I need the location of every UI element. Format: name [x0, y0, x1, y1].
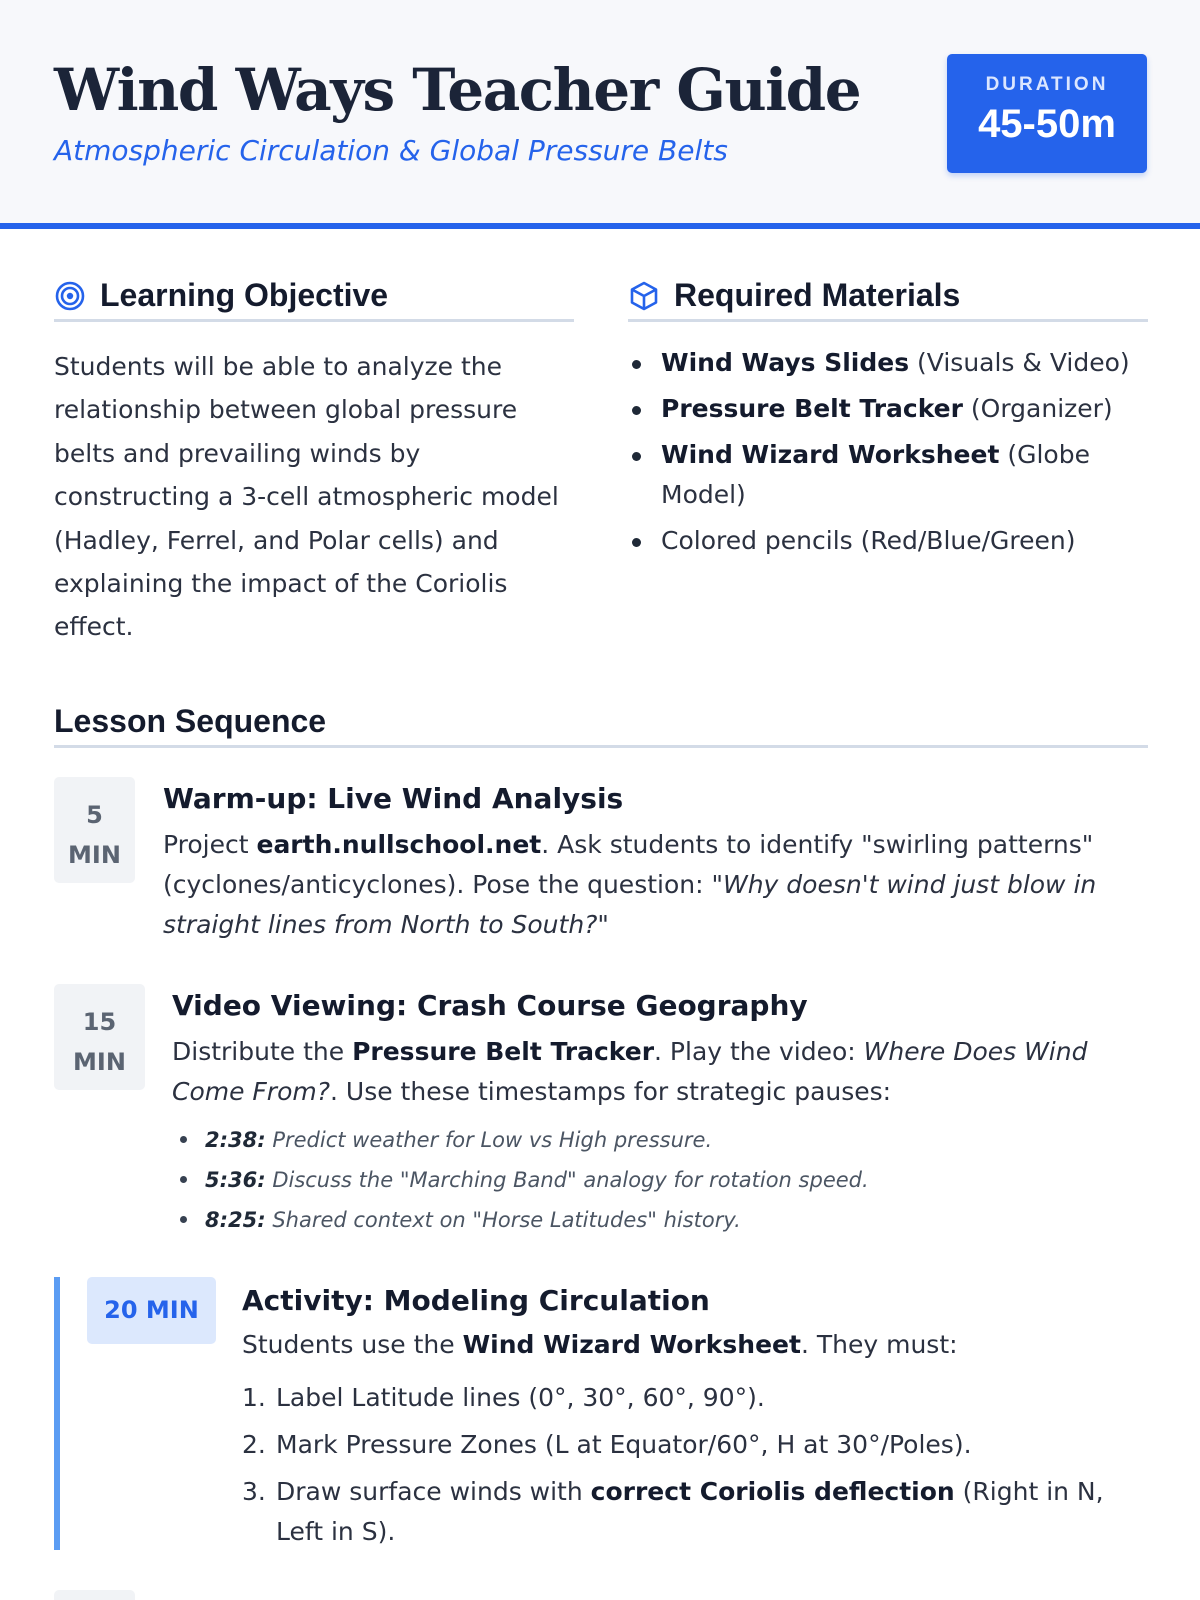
duration-value: 45-50m: [978, 102, 1116, 146]
timestamp-item: 5:36: Discuss the "Marching Band" analogy for rotation speed.: [172, 1160, 1147, 1200]
step-time-badge: [54, 1590, 135, 1600]
step-time-badge: 20 MIN: [87, 1277, 216, 1344]
objective-heading: [54, 272, 574, 322]
target-icon: [54, 280, 86, 312]
activity-task-item: 1. Label Latitude lines (0°, 30°, 60°, 90°).: [242, 1383, 765, 1412]
materials-heading: [628, 272, 1148, 322]
guide-header: [0, 0, 1200, 229]
materials-item: Wind Wizard Worksheet (Globe Model): [630, 435, 1150, 515]
lesson-heading: [54, 698, 1148, 748]
materials-list: [630, 343, 1150, 567]
materials-item: Wind Ways Slides (Visuals & Video): [630, 343, 1150, 383]
duration-label: DURATION: [985, 74, 1109, 95]
timestamp-item: 8:25: Shared context on "Horse Latitudes" history.: [172, 1200, 1147, 1240]
materials-item: Colored pencils (Red/Blue/Green): [630, 521, 1150, 561]
page-title: Wind Ways Teacher Guide: [54, 56, 861, 124]
objective-text: Students will be able to analyze the relationship between global pressure belts and prevailing winds by constructing a 3-cell atmospheric model (Hadley, Ferrel, and Polar cells) and explaining the impact of the Coriolis effect.: [54, 352, 559, 642]
step-title: Activity: Modeling Circulation: [242, 1284, 710, 1317]
step-description: Students use the Wind Wizard Worksheet. They must:: [242, 1330, 958, 1359]
step-description: Distribute the Pressure Belt Tracker. Play the video: Where Does Wind Come From?. Use these timestamps for strategic pauses:: [172, 1037, 1088, 1106]
step-time-badge: 15 MIN: [54, 984, 145, 1090]
cube-icon: [628, 280, 660, 312]
step-title: Video Viewing: Crash Course Geography: [172, 989, 808, 1022]
step-time-badge: 5 MIN: [54, 777, 135, 883]
duration-badge: [947, 54, 1147, 173]
page-subtitle: Atmospheric Circulation & Global Pressure Belts: [54, 134, 728, 167]
activity-task-list: [242, 1378, 1142, 1559]
step-description: Project earth.nullschool.net. Ask students to identify "swirling patterns" (cyclones/anticyclones). Pose the question: "Why doesn't wind just blow in straight lines from North to South?": [163, 830, 1097, 939]
activity-task-item: 2. Mark Pressure Zones (L at Equator/60°, H at 30°/Poles).: [242, 1430, 972, 1459]
materials-heading-text: Required Materials: [674, 277, 961, 313]
activity-accent-bar: [54, 1277, 60, 1550]
materials-item: Pressure Belt Tracker (Organizer): [630, 389, 1150, 429]
timestamp-item: 2:38: Predict weather for Low vs High pressure.: [172, 1120, 1147, 1160]
objective-heading-text: Learning Objective: [100, 277, 389, 313]
lesson-heading-text: Lesson Sequence: [54, 703, 327, 739]
activity-task-item: 3. Draw surface winds with correct Coriolis deflection (Right in N, Left in S).: [242, 1477, 1104, 1546]
timestamp-list: [172, 1120, 1147, 1240]
step-title: Warm-up: Live Wind Analysis: [163, 782, 624, 815]
